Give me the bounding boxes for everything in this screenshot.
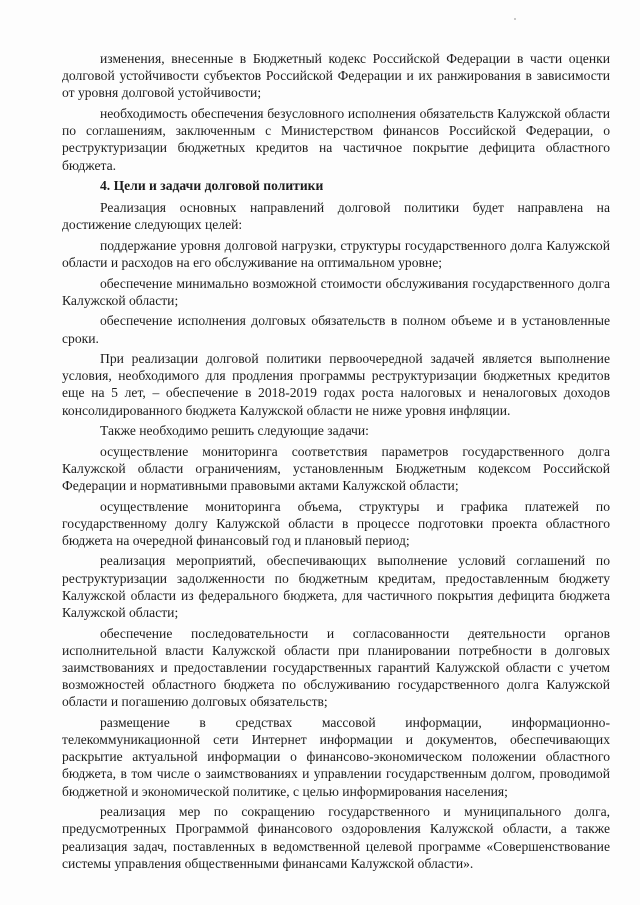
paragraph: обеспечение исполнения долговых обязательств в полном объеме и в установленные сроки. [62,313,610,346]
section-heading: 4. Цели и задачи долговой политики [100,178,324,194]
paragraph: осуществление мониторинга соответствия параметров государственного долга Калужской области ограничениям, установленным Бюджетным кодексом Российской Федерации и нормативными правовыми актами Калужской области; [62,443,610,494]
paragraph: Также необходимо решить следующие задачи: [100,423,369,439]
paragraph: обеспечение последовательности и согласованности деятельности органов исполнительной власти Калужской области при планировании потребности в долговых заимствованиях и предоставлении государственных гарантий Калужской области с учетом возможностей областного бюджета по обслуживанию государственного долга Калужской области и погашению долговых обязательств; [62,625,610,710]
paragraph: Реализация основных направлений долговой политики будет направлена на достижение следующих целей: [62,200,610,233]
scan-speck [514,18,516,20]
paragraph: изменения, внесенные в Бюджетный кодекс Российской Федерации в части оценки долговой устойчивости субъектов Российской Федерации и их ранжирования в зависимости от уровня долговой устойчивости; [62,51,610,101]
paragraph: осуществление мониторинга объема, структуры и графика платежей по государственному долгу Калужской области в процессе подготовки проекта областного бюджета на очередной финансовый год и плановый период; [62,498,610,548]
paragraph: поддержание уровня долговой нагрузки, структуры государственного долга Калужской области и расходов на его обслуживание на оптимальном уровне; [62,237,610,271]
paragraph: обеспечение минимально возможной стоимости обслуживания государственного долга Калужской области; [62,275,610,308]
paragraph: размещение в средствах массовой информации, информационно-телекоммуникационной сети Интернет информации и документов, обеспечивающих раскрытие актуальной информации о финансово-экономическом положении областного бюджета, в том числе о заимствованиях и управлении государственным долгом, проводимой бюджетной и экономической политике, с целью информирования населения; [62,714,610,799]
paragraph: реализация мероприятий, обеспечивающих выполнение условий соглашений по реструктуризации задолженности по бюджетным кредитам, предоставленным бюджету Калужской области из федерального бюджета, для частичного покрытия дефицита бюджета Калужской области; [62,553,610,621]
document-body [62,50,610,875]
paragraph: реализация мер по сокращению государственного и муниципального долга, предусмотренных Программой финансового оздоровления Калужской области, а также реализация задач, поставленных в ведомственной целевой программе «Совершенствование системы управления общественными финансами Калужской области». [62,804,610,871]
paragraph: При реализации долговой политики первоочередной задачей является выполнение условия, необходимого для продления программы реструктуризации бюджетных кредитов еще на 5 лет, – обеспечение в 2018-2019 годах роста налоговых и неналоговых доходов консолидированного бюджета Калужской области не ниже уровня инфляции. [62,351,610,418]
paragraph: необходимость обеспечения безусловного исполнения обязательств Калужской области по соглашениям, заключенным с Министерством финансов Российской Федерации, о реструктуризации бюджетных кредитов на частичное покрытие дефицита областного бюджета. [62,105,610,173]
